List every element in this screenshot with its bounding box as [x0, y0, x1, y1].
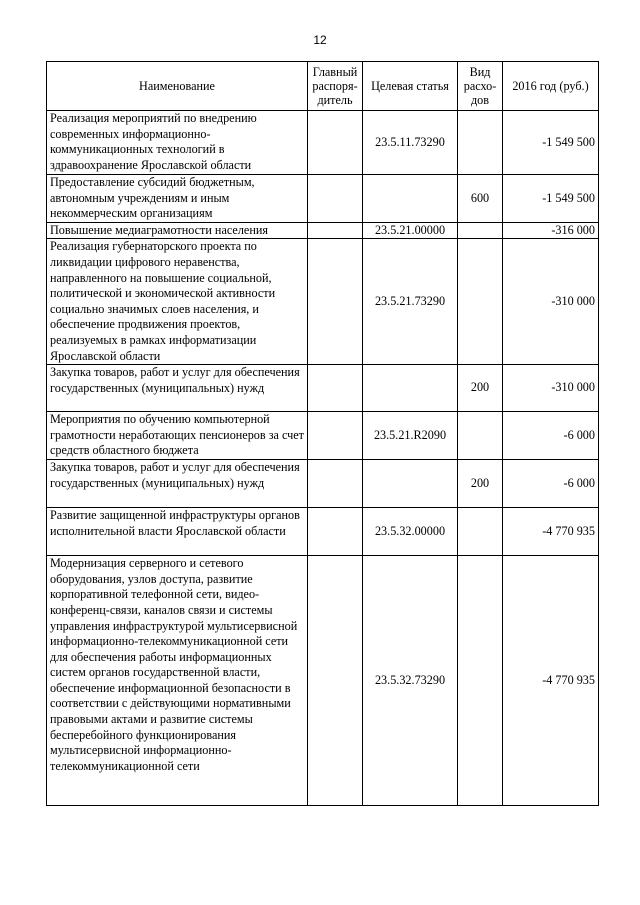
- row-name: Реализация губернаторского проекта по ликвидации цифрового неравенства, направленного на повышение социальной, политической и экономической активности социально значимых слоев населения, и обеспечение продвижения проектов, реализуемых в рамках информатизации Ярославской области: [47, 239, 308, 365]
- row-manager: [308, 222, 363, 239]
- header-type: Вид расхо-дов: [458, 62, 503, 111]
- row-target: 23.5.21.73290: [363, 239, 458, 365]
- row-manager: [308, 556, 363, 806]
- row-amount: -6 000: [503, 460, 599, 508]
- row-name: Закупка товаров, работ и услуг для обеспечения государственных (муниципальных) нужд: [47, 460, 308, 508]
- table-row: [47, 412, 599, 460]
- row-manager: [308, 365, 363, 412]
- row-amount: -4 770 935: [503, 508, 599, 556]
- row-amount: -310 000: [503, 365, 599, 412]
- row-amount: -6 000: [503, 412, 599, 460]
- row-manager: [308, 508, 363, 556]
- row-amount: -4 770 935: [503, 556, 599, 806]
- row-manager: [308, 460, 363, 508]
- header-manager: Главный распоря-дитель: [308, 62, 363, 111]
- table-row: [47, 222, 599, 239]
- row-target: 23.5.21.R2090: [363, 412, 458, 460]
- row-manager: [308, 412, 363, 460]
- row-type: [458, 239, 503, 365]
- table-header-row: [47, 62, 599, 111]
- table-row: [47, 111, 599, 175]
- row-name: Мероприятия по обучению компьютерной грамотности неработающих пенсионеров за счет средств областного бюджета: [47, 412, 308, 460]
- row-type: [458, 111, 503, 175]
- row-target: 23.5.21.00000: [363, 222, 458, 239]
- row-amount: -316 000: [503, 222, 599, 239]
- row-amount: -1 549 500: [503, 175, 599, 223]
- table-row: [47, 508, 599, 556]
- row-type: [458, 556, 503, 806]
- row-amount: -310 000: [503, 239, 599, 365]
- row-type: [458, 222, 503, 239]
- page-number: 12: [313, 33, 327, 47]
- header-amount: 2016 год (руб.): [503, 62, 599, 111]
- row-name: Предоставление субсидий бюджетным, автономным учреждениям и иным некоммерческим организациям: [47, 175, 308, 223]
- row-type: [458, 412, 503, 460]
- row-name: Развитие защищенной инфраструктуры органов исполнительной власти Ярославской области: [47, 508, 308, 556]
- table-row: [47, 365, 599, 412]
- row-manager: [308, 111, 363, 175]
- table-row: [47, 556, 599, 806]
- row-type: 200: [458, 460, 503, 508]
- row-target: [363, 460, 458, 508]
- table-row: [47, 239, 599, 365]
- row-target: 23.5.32.00000: [363, 508, 458, 556]
- row-type: [458, 508, 503, 556]
- budget-table: [46, 61, 599, 806]
- row-target: 23.5.11.73290: [363, 111, 458, 175]
- row-manager: [308, 175, 363, 223]
- table-row: [47, 175, 599, 223]
- header-name: Наименование: [47, 62, 308, 111]
- row-target: [363, 175, 458, 223]
- row-target: [363, 365, 458, 412]
- row-name: Модернизация серверного и сетевого оборудования, узлов доступа, развитие корпоративной телефонной сети, видео-конференц-связи, каналов связи и системы управления инфраструктурой мультисервисной информационно-телекоммуникационной сети для обеспечения работы информационных систем органов государственной власти, обеспечение информационной безопасности в соответствии с действующими нормативными правовыми актами и развитие системы бесперебойного функционирования мультисервисной информационно-телекоммуникационной сети: [47, 556, 308, 806]
- row-type: 600: [458, 175, 503, 223]
- row-amount: -1 549 500: [503, 111, 599, 175]
- row-name: Закупка товаров, работ и услуг для обеспечения государственных (муниципальных) нужд: [47, 365, 308, 412]
- row-name: Повышение медиаграмотности населения: [47, 222, 308, 239]
- row-manager: [308, 239, 363, 365]
- table-row: [47, 460, 599, 508]
- row-name: Реализация мероприятий по внедрению современных информационно-коммуникационных технологий в здравоохранение Ярославской области: [47, 111, 308, 175]
- row-target: 23.5.32.73290: [363, 556, 458, 806]
- row-type: 200: [458, 365, 503, 412]
- header-target: Целевая статья: [363, 62, 458, 111]
